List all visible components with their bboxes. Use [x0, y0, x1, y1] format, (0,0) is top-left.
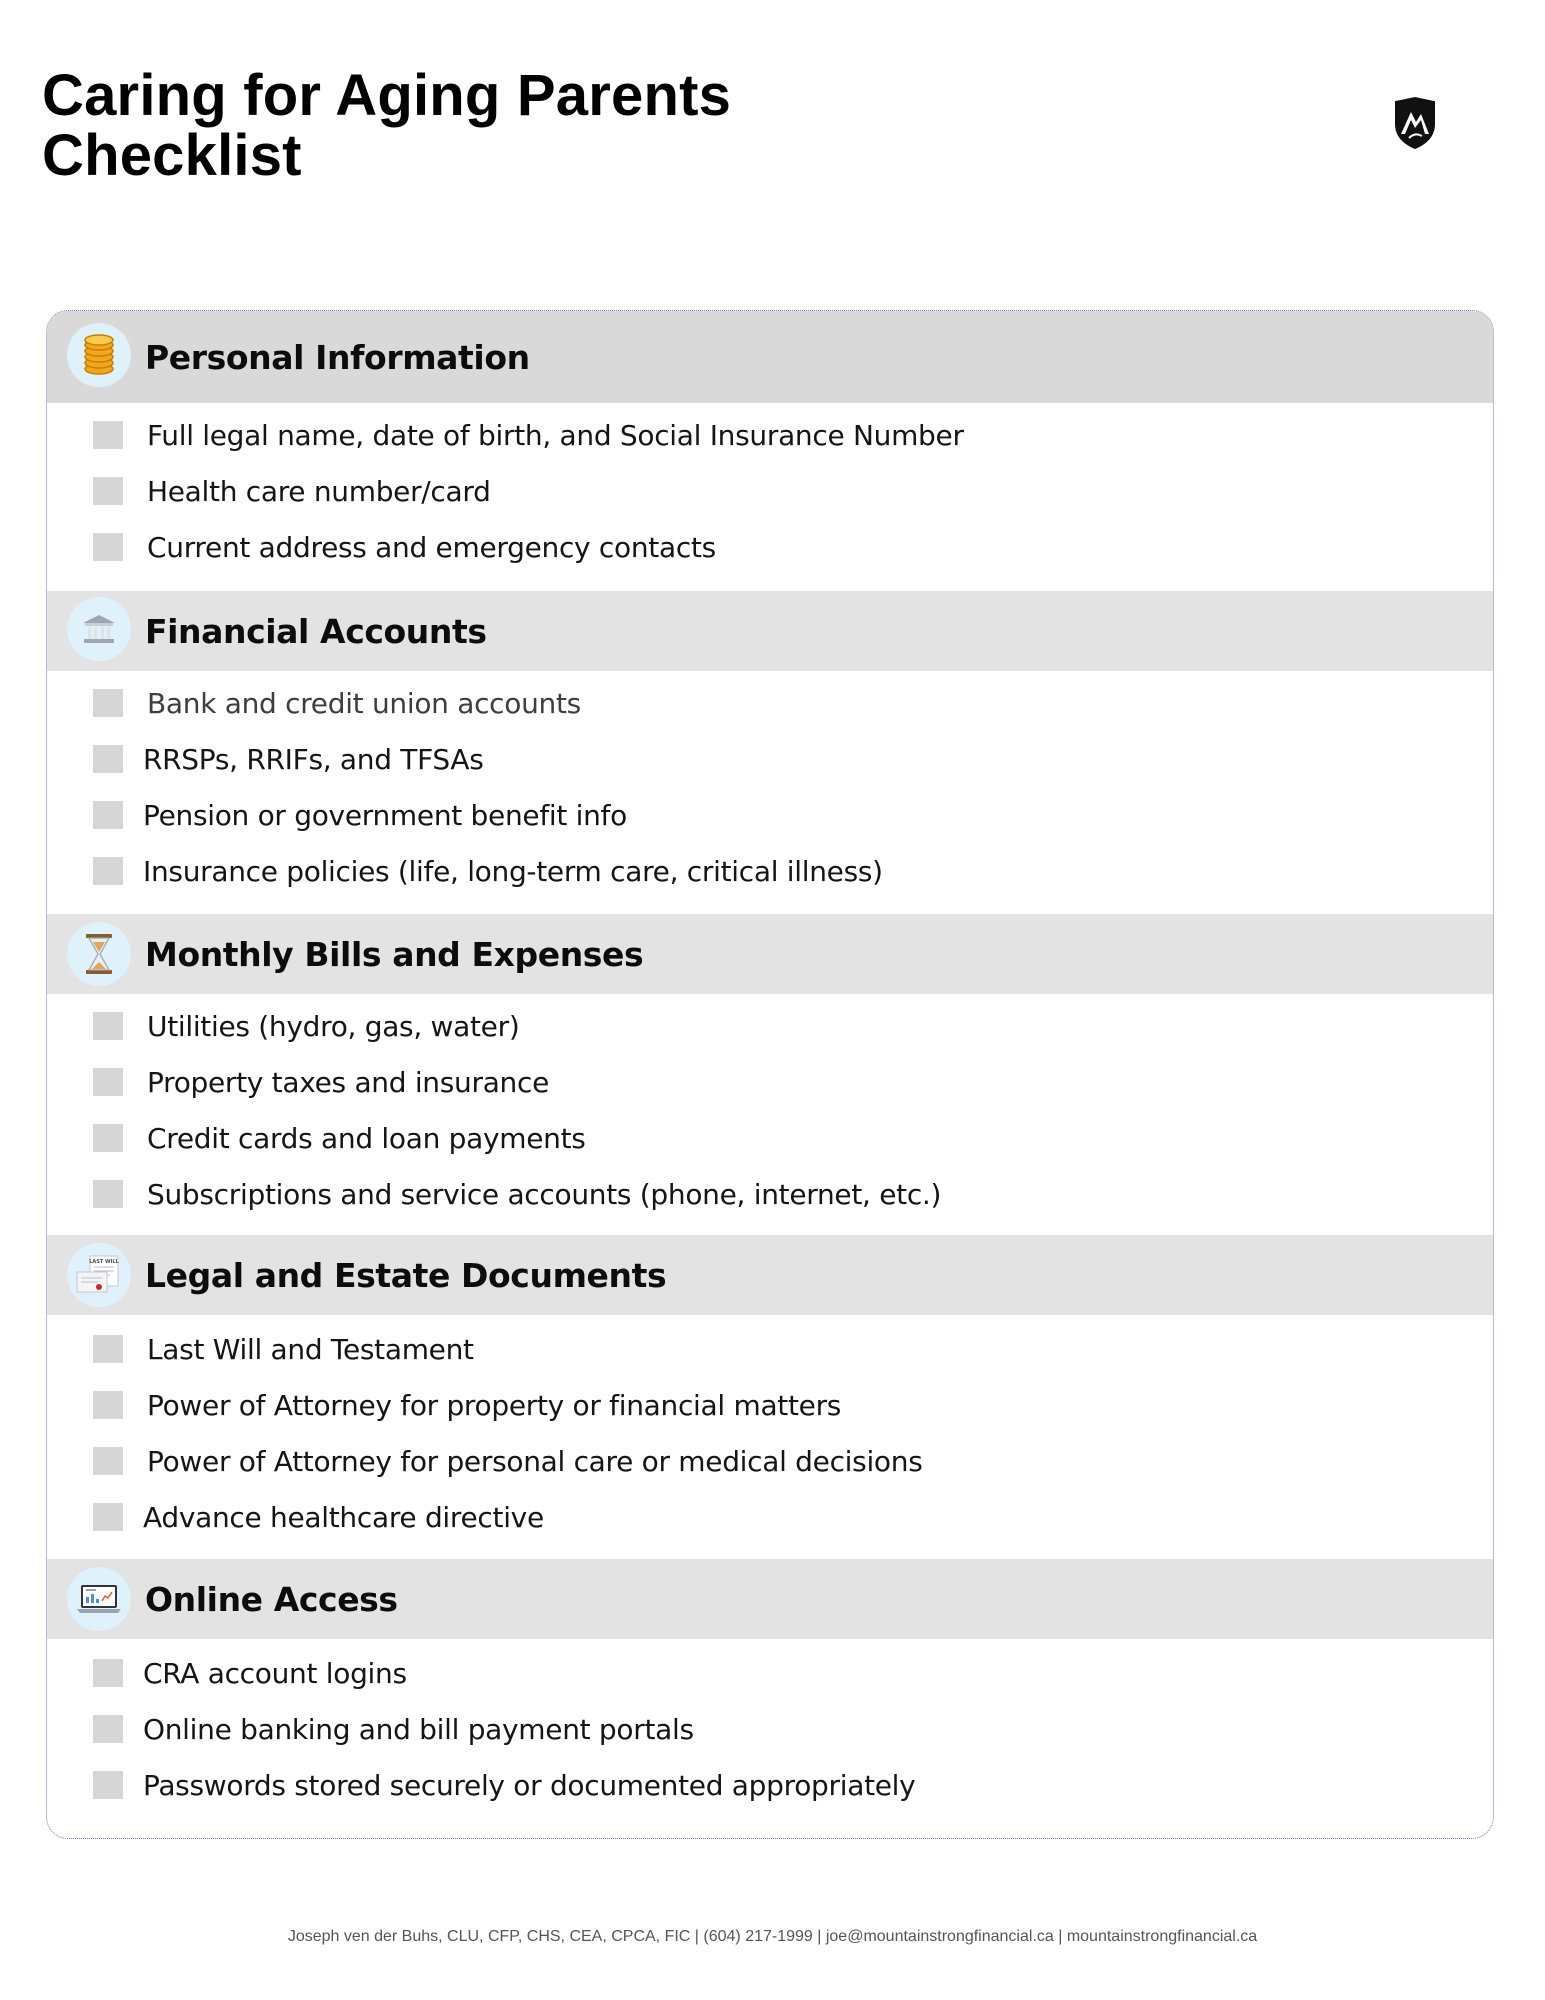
checklist-item[interactable] [93, 1062, 549, 1102]
mountain-shield-logo-icon [1392, 96, 1438, 150]
checkbox[interactable] [93, 1715, 123, 1743]
section-title: Financial Accounts [145, 611, 487, 651]
section-title: Personal Information [145, 337, 530, 377]
checkbox[interactable] [93, 533, 123, 561]
checkbox[interactable] [93, 1335, 123, 1363]
checklist-item[interactable] [93, 1709, 694, 1749]
checkbox[interactable] [93, 1124, 123, 1152]
coin-stack-icon [67, 323, 131, 387]
checkbox[interactable] [93, 1447, 123, 1475]
checkbox[interactable] [93, 1659, 123, 1687]
page-title-line-2: Checklist [42, 123, 302, 188]
checkbox[interactable] [93, 1012, 123, 1040]
checkbox[interactable] [93, 477, 123, 505]
checklist-item[interactable] [93, 471, 491, 511]
page-title [42, 63, 732, 188]
checklist-item[interactable] [93, 1497, 544, 1537]
checklist-item[interactable] [93, 851, 883, 891]
section-header-legal-estate [46, 1235, 1494, 1315]
checklist-item[interactable] [93, 795, 627, 835]
checklist-item[interactable] [93, 683, 581, 723]
checklist-item[interactable] [93, 1118, 586, 1158]
checklist-item-label: Current address and emergency contacts [147, 530, 716, 564]
checkbox[interactable] [93, 421, 123, 449]
checklist-item-label: Utilities (hydro, gas, water) [147, 1009, 520, 1043]
checklist-item[interactable] [93, 1441, 923, 1481]
section-header-monthly-bills [46, 914, 1494, 994]
checklist-item[interactable] [93, 1385, 841, 1425]
checklist-item-label: Power of Attorney for property or financial matters [147, 1388, 842, 1422]
checklist-item-label: Power of Attorney for personal care or medical decisions [147, 1444, 923, 1478]
last-will-icon-text: LAST WILL [89, 1259, 119, 1265]
section-header-financial-accounts [46, 591, 1494, 671]
checklist-item-label: Pension or government benefit info [143, 798, 627, 832]
checklist-item[interactable] [93, 527, 716, 567]
checklist-item-label: Advance healthcare directive [143, 1500, 544, 1534]
checklist-item[interactable] [93, 415, 964, 455]
section-header-personal-information [46, 311, 1494, 403]
checklist-item[interactable] [93, 1765, 915, 1805]
section-header-online-access [46, 1559, 1494, 1639]
checklist-item[interactable] [93, 739, 484, 779]
checklist-item-label: CRA account logins [143, 1656, 407, 1690]
page-title-line-1: Caring for Aging Parents [42, 63, 732, 128]
checklist-item[interactable] [93, 1174, 941, 1214]
checkbox[interactable] [93, 857, 123, 885]
checkbox[interactable] [93, 1771, 123, 1799]
checklist-item-label: Last Will and Testament [147, 1332, 474, 1366]
section-title: Legal and Estate Documents [145, 1255, 667, 1295]
footer-contact-info: Joseph ven der Buhs, CLU, CFP, CHS, CEA, CPCA, FIC | (604) 217-1999 | joe@mountainstrongfinancial.ca | mountainstrongfinancial.ca [287, 1928, 1258, 1945]
checklist-item[interactable] [93, 1006, 519, 1046]
checkbox[interactable] [93, 801, 123, 829]
checkbox[interactable] [93, 745, 123, 773]
checklist-item-label: Credit cards and loan payments [147, 1121, 586, 1155]
section-title: Monthly Bills and Expenses [145, 934, 644, 974]
last-will-document-icon [67, 1243, 131, 1307]
checklist-item-label: Insurance policies (life, long-term care, critical illness) [143, 854, 883, 888]
checklist-item-label: Bank and credit union accounts [147, 686, 581, 720]
checkbox[interactable] [93, 689, 123, 717]
checklist-item-label: Online banking and bill payment portals [143, 1712, 694, 1746]
checklist-item[interactable] [93, 1653, 407, 1693]
checklist-item-label: Subscriptions and service accounts (phone, internet, etc.) [147, 1177, 942, 1211]
checkbox[interactable] [93, 1068, 123, 1096]
checklist-item[interactable] [93, 1329, 474, 1369]
section-title: Online Access [145, 1579, 398, 1619]
checklist-item-label: Full legal name, date of birth, and Social Insurance Number [147, 418, 964, 452]
laptop-dashboard-icon [67, 1567, 131, 1631]
hourglass-icon [67, 922, 131, 986]
checkbox[interactable] [93, 1391, 123, 1419]
checklist-item-label: RRSPs, RRIFs, and TFSAs [143, 742, 484, 776]
checkbox[interactable] [93, 1180, 123, 1208]
checkbox[interactable] [93, 1503, 123, 1531]
bank-building-icon [67, 597, 131, 661]
checklist-card [46, 310, 1494, 1839]
checklist-item-label: Property taxes and insurance [147, 1065, 550, 1099]
checklist-item-label: Health care number/card [147, 474, 491, 508]
checklist-item-label: Passwords stored securely or documented appropriately [143, 1768, 916, 1802]
